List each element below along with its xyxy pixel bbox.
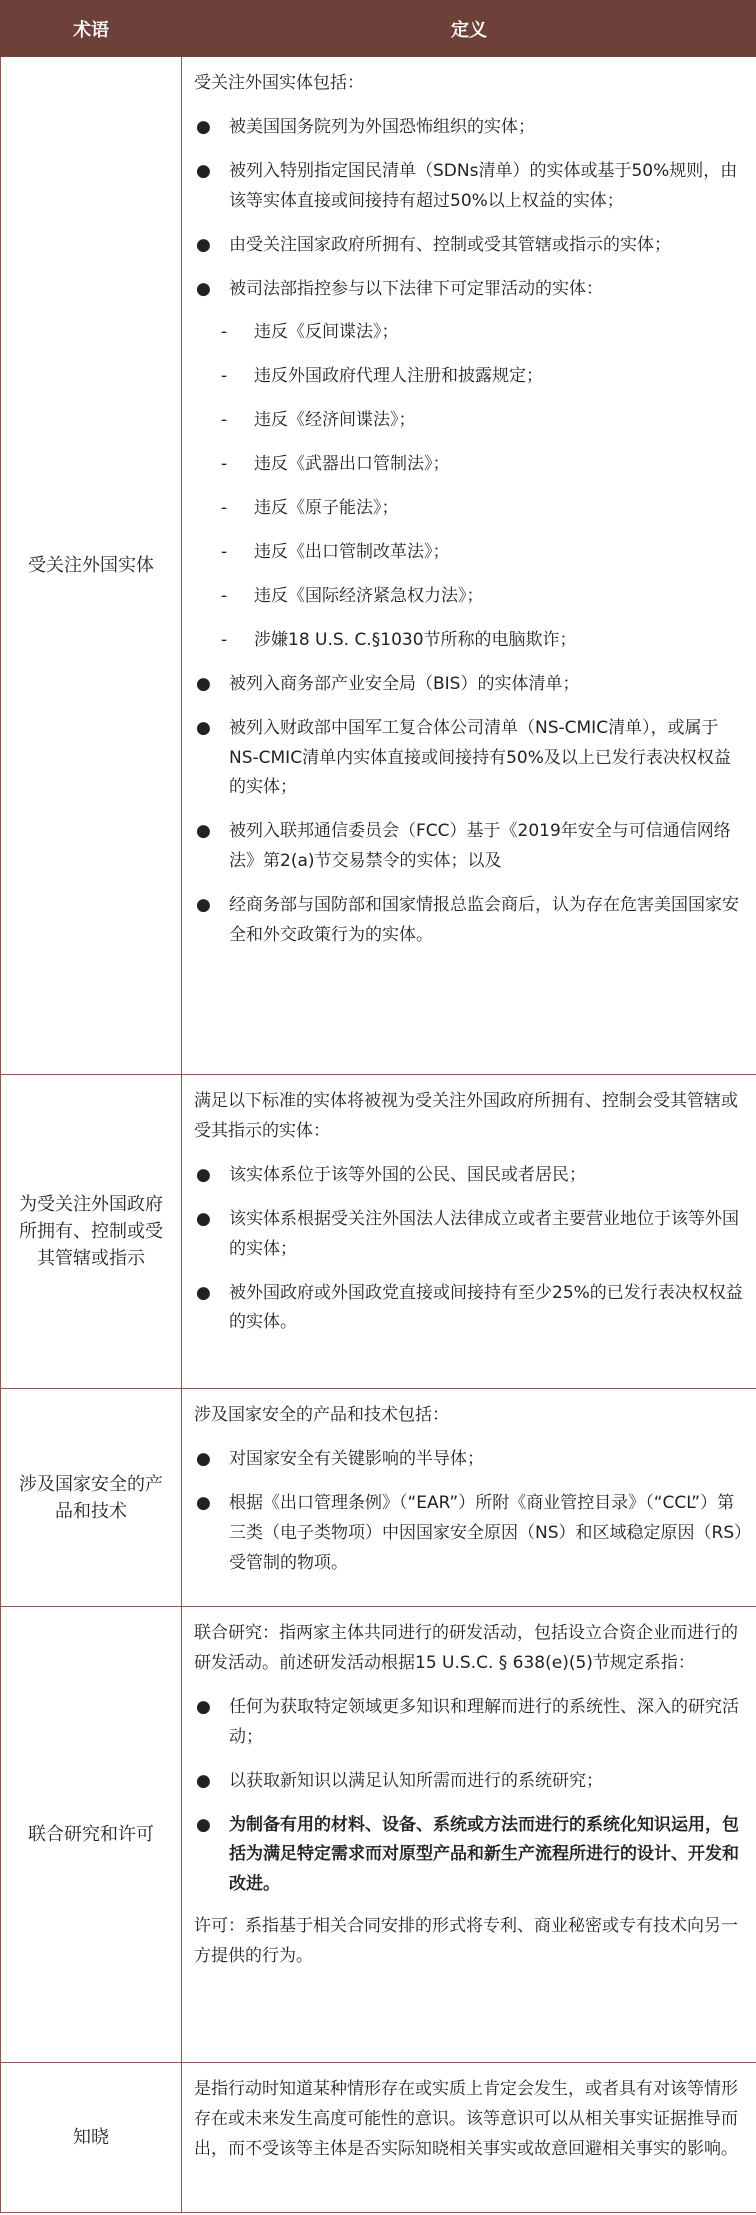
term-cell: 涉及国家安全的产品和技术 [1, 1389, 182, 1607]
bullet-item [194, 231, 746, 261]
dash-item [194, 450, 746, 480]
bullet-item [194, 1489, 746, 1579]
bullet-text: 以获取新知识以满足认知所需而进行的系统研究； [229, 1770, 603, 1791]
bullet-marker: ● [196, 673, 211, 694]
bullet-item [194, 1161, 746, 1191]
bullet-marker: ● [196, 1770, 211, 1791]
bullet-item [194, 1811, 746, 1901]
definition-cell [182, 1607, 756, 2063]
bullet-text: 被司法部指控参与以下法律下可定罪活动的实体： [229, 278, 603, 299]
dash-marker: - [221, 366, 228, 387]
table-row [1, 1607, 756, 2063]
bullet-marker: ● [196, 1814, 211, 1835]
bullet-text: 被列入特别指定国民清单（SDNs清单）的实体或基于50%规则，由该等实体直接或间接持有超过50%以上权益的实体； [229, 160, 738, 211]
bullet-marker: ● [196, 116, 211, 137]
term-cell: 受关注外国实体 [1, 57, 182, 1075]
bullet-text: 被美国国务院列为外国恐怖组织的实体； [229, 116, 535, 137]
term-cell: 知晓 [1, 2063, 182, 2213]
bullet-text: 该实体系位于该等外国的公民、国民或者居民； [229, 1164, 586, 1185]
dash-marker: - [221, 454, 228, 475]
bullet-marker: ● [196, 1696, 211, 1717]
bullet-marker: ● [196, 821, 211, 842]
bullet-item [194, 113, 746, 143]
bullet-text: 被列入财政部中国军工复合体公司清单（NS-CMIC清单），或属于NS-CMIC清单内实体直接或间接持有50%及以上已发行表决权权益的实体； [229, 717, 731, 798]
bullet-marker: ● [196, 234, 211, 255]
dash-text: 违反《原子能法》； [254, 498, 399, 519]
header-definition: 定义 [182, 1, 756, 57]
definition-tail: 许可：系指基于相关合同安排的形式将专利、商业秘密或专有技术向另一方提供的行为。 [194, 1916, 738, 1967]
bullet-marker: ● [196, 717, 211, 738]
dash-marker: - [221, 585, 228, 606]
dash-item [194, 626, 746, 656]
dash-text: 涉嫌18 U.S. C.§1030节所称的电脑欺诈； [254, 629, 577, 650]
bullet-text: 该实体系根据受关注外国法人法律成立或者主要营业地位于该等外国的实体； [229, 1208, 739, 1259]
dash-text: 违反《武器出口管制法》； [254, 454, 450, 475]
definition-cell [182, 2063, 756, 2213]
definition-intro: 联合研究：指两家主体共同进行的研发活动，包括设立合资企业而进行的研发活动。前述研发活动根据15 U.S.C. § 638(e)(5)节规定系指： [194, 1623, 738, 1673]
table-header-row [1, 1, 756, 57]
header-term: 术语 [1, 1, 182, 57]
bullet-marker: ● [196, 1164, 211, 1185]
table-row [1, 1389, 756, 1607]
bullet-text: 根据《出口管理条例》（“EAR”）所附《商业管控目录》（“CCL”）第三类（电子类物项）中因国家安全原因（NS）和区域稳定原因（RS）受管制的物项。 [229, 1492, 743, 1573]
dash-text: 违反《经济间谍法》； [254, 410, 416, 431]
definition-intro: 涉及国家安全的产品和技术包括： [194, 1405, 449, 1425]
bullet-item [194, 1205, 746, 1265]
dash-text: 违反《出口管制改革法》； [254, 541, 450, 562]
bullet-marker: ● [196, 1208, 211, 1229]
dash-marker: - [221, 541, 228, 562]
bullet-text: 对国家安全有关键影响的半导体； [229, 1448, 484, 1469]
bullet-item [194, 817, 746, 877]
dash-item [194, 538, 746, 568]
dash-text: 违反外国政府代理人注册和披露规定； [254, 366, 543, 387]
dash-item [194, 362, 746, 392]
definition-intro: 满足以下标准的实体将被视为受关注外国政府所拥有、控制会受其管辖或受其指示的实体： [194, 1091, 738, 1141]
table-row [1, 57, 756, 1075]
definition-cell [182, 57, 756, 1075]
dash-item [194, 494, 746, 524]
bullet-text: 被列入商务部产业安全局（BIS）的实体清单； [229, 673, 580, 694]
term-cell: 联合研究和许可 [1, 1607, 182, 2063]
bullet-marker: ● [196, 1492, 211, 1513]
bullet-text: 经商务部与国防部和国家情报总监会商后，认为存在危害美国国家安全和外交政策行为的实体。 [229, 895, 739, 946]
bullet-marker: ● [196, 160, 211, 181]
bullet-item [194, 1279, 746, 1339]
bullet-marker: ● [196, 1282, 211, 1303]
bullet-item [194, 1445, 746, 1475]
definition-cell [182, 1075, 756, 1389]
dash-item [194, 318, 746, 348]
bullet-item [194, 275, 746, 305]
definition-intro: 是指行动时知道某种情形存在或实质上肯定会发生，或者具有对该等情形存在或未来发生高度可能性的意识。该等意识可以从相关事实证据推导而出，而不受该等主体是否实际知晓相关事实或故意回避相关事实的影响。 [194, 2079, 738, 2159]
definition-cell [182, 1389, 756, 1607]
dash-item [194, 406, 746, 436]
dash-text: 违反《国际经济紧急权力法》； [254, 585, 484, 606]
bullet-marker: ● [196, 895, 211, 916]
bullet-item [194, 891, 746, 951]
dash-text: 违反《反间谍法》； [254, 322, 399, 343]
table-row [1, 2063, 756, 2213]
definition-intro: 受关注外国实体包括： [194, 73, 364, 93]
dash-item [194, 582, 746, 612]
bullet-item [194, 157, 746, 217]
bullet-marker: ● [196, 278, 211, 299]
bullet-text: 任何为获取特定领域更多知识和理解而进行的系统性、深入的研究活动； [229, 1696, 739, 1747]
dash-marker: - [221, 629, 228, 650]
bullet-text: 被外国政府或外国政党直接或间接持有至少25%的已发行表决权权益的实体。 [229, 1282, 743, 1333]
bullet-text: 由受关注国家政府所拥有、控制或受其管辖或指示的实体； [229, 234, 671, 255]
bullet-item [194, 1693, 746, 1753]
bullet-item [194, 1767, 746, 1797]
dash-marker: - [221, 410, 228, 431]
dash-marker: - [221, 498, 228, 519]
table-row [1, 1075, 756, 1389]
bullet-text: 被列入联邦通信委员会（FCC）基于《2019年安全与可信通信网络法》第2(a)节交易禁令的实体；以及 [229, 821, 731, 872]
bullet-item [194, 714, 746, 804]
bullet-text: 为制备有用的材料、设备、系统或方法而进行的系统化知识运用，包括为满足特定需求而对原型产品和新生产流程所进行的设计、开发和改进。 [229, 1814, 739, 1895]
bullet-marker: ● [196, 1448, 211, 1469]
dash-marker: - [221, 322, 228, 343]
term-cell: 为受关注外国政府所拥有、控制或受其管辖或指示 [1, 1075, 182, 1389]
bullet-item [194, 670, 746, 700]
